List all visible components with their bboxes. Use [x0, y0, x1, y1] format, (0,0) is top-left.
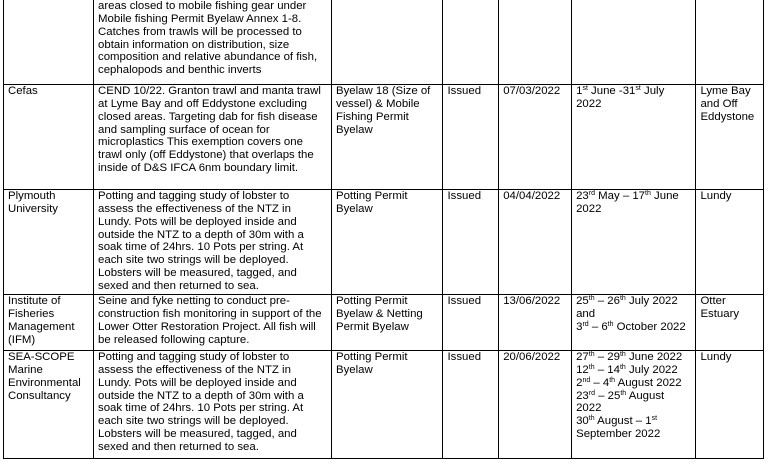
status-cell: Issued [443, 85, 499, 190]
description-cell: Seine and fyke netting to conduct pre-construction fish monitoring in support of the Lower Otter Restoration Project. All fish will be released following capture. [94, 295, 332, 351]
status-cell: Issued [443, 295, 499, 351]
date-cell: 04/04/2022 [499, 190, 572, 295]
org-cell: Cefas [4, 85, 94, 190]
date-cell [499, 0, 572, 85]
status-cell [443, 0, 499, 85]
table-row [4, 0, 764, 85]
date-cell: 13/06/2022 [499, 295, 572, 351]
area-cell: Lyme Bay and Off Eddystone [696, 85, 764, 190]
status-cell: Issued [443, 190, 499, 295]
period-cell: 1st June -31st July 2022 [572, 85, 696, 190]
table-row [4, 295, 764, 351]
area-cell: Lundy [696, 190, 764, 295]
byelaw-cell: Potting Permit Byelaw [332, 351, 443, 459]
description-cell: CEND 10/22. Granton trawl and manta trawl at Lyme Bay and off Eddystone excluding closed areas. Targeting dab for fish disease and sampling surface of ocean for microplastics This exemption covers one trawl only (off Eddystone) that overlaps the inside of D&S IFCA 6nm boundary limit. [94, 85, 332, 190]
byelaw-cell: Potting Permit Byelaw & Netting Permit Byelaw [332, 295, 443, 351]
byelaw-cell [332, 0, 443, 85]
description-cell: Potting and tagging study of lobster to assess the effectiveness of the NTZ in Lundy. Pots will be deployed inside and outside the NTZ to a depth of 30m with a soak time of 24hrs. 10 Pots per string. At each site two strings will be deployed. Lobsters will be measured, tagged, and sexed and then returned to sea. [94, 190, 332, 295]
date-cell: 20/06/2022 [499, 351, 572, 459]
description-cell: areas closed to mobile fishing gear under Mobile fishing Permit Byelaw Annex 1-8. Catches from trawls will be processed to obtain information on distribution, size composition and relative abundance of fish, cephalopods and benthic inverts [94, 0, 332, 85]
status-cell: Issued [443, 351, 499, 459]
date-cell: 07/03/2022 [499, 85, 572, 190]
period-cell: 25th – 26th July 2022 and 3rd – 6th October 2022 [572, 295, 696, 351]
period-cell: 27th – 29th June 2022 12th – 14th July 2022 2nd – 4th August 2022 23rd – 25th August 2022 30th August – 1st September 2022 [572, 351, 696, 459]
table-row [4, 351, 764, 459]
period-cell [572, 0, 696, 85]
org-cell: Institute of Fisheries Management (IFM) [4, 295, 94, 351]
org-cell: SEA-SCOPE Marine Environmental Consultancy [4, 351, 94, 459]
area-cell: Lundy [696, 351, 764, 459]
exemptions-table [3, 0, 764, 459]
period-cell: 23rd May – 17th June 2022 [572, 190, 696, 295]
byelaw-cell: Byelaw 18 (Size of vessel) & Mobile Fishing Permit Byelaw [332, 85, 443, 190]
table-row [4, 85, 764, 190]
area-cell [696, 0, 764, 85]
table-row [4, 190, 764, 295]
org-cell: Plymouth University [4, 190, 94, 295]
area-cell: Otter Estuary [696, 295, 764, 351]
byelaw-cell: Potting Permit Byelaw [332, 190, 443, 295]
org-cell [4, 0, 94, 85]
description-cell: Potting and tagging study of lobster to assess the effectiveness of the NTZ in Lundy. Pots will be deployed inside and outside the NTZ to a depth of 30m with a soak time of 24hrs. 10 Pots per string. At each site two strings will be deployed. Lobsters will be measured, tagged, and sexed and then returned to sea. [94, 351, 332, 459]
